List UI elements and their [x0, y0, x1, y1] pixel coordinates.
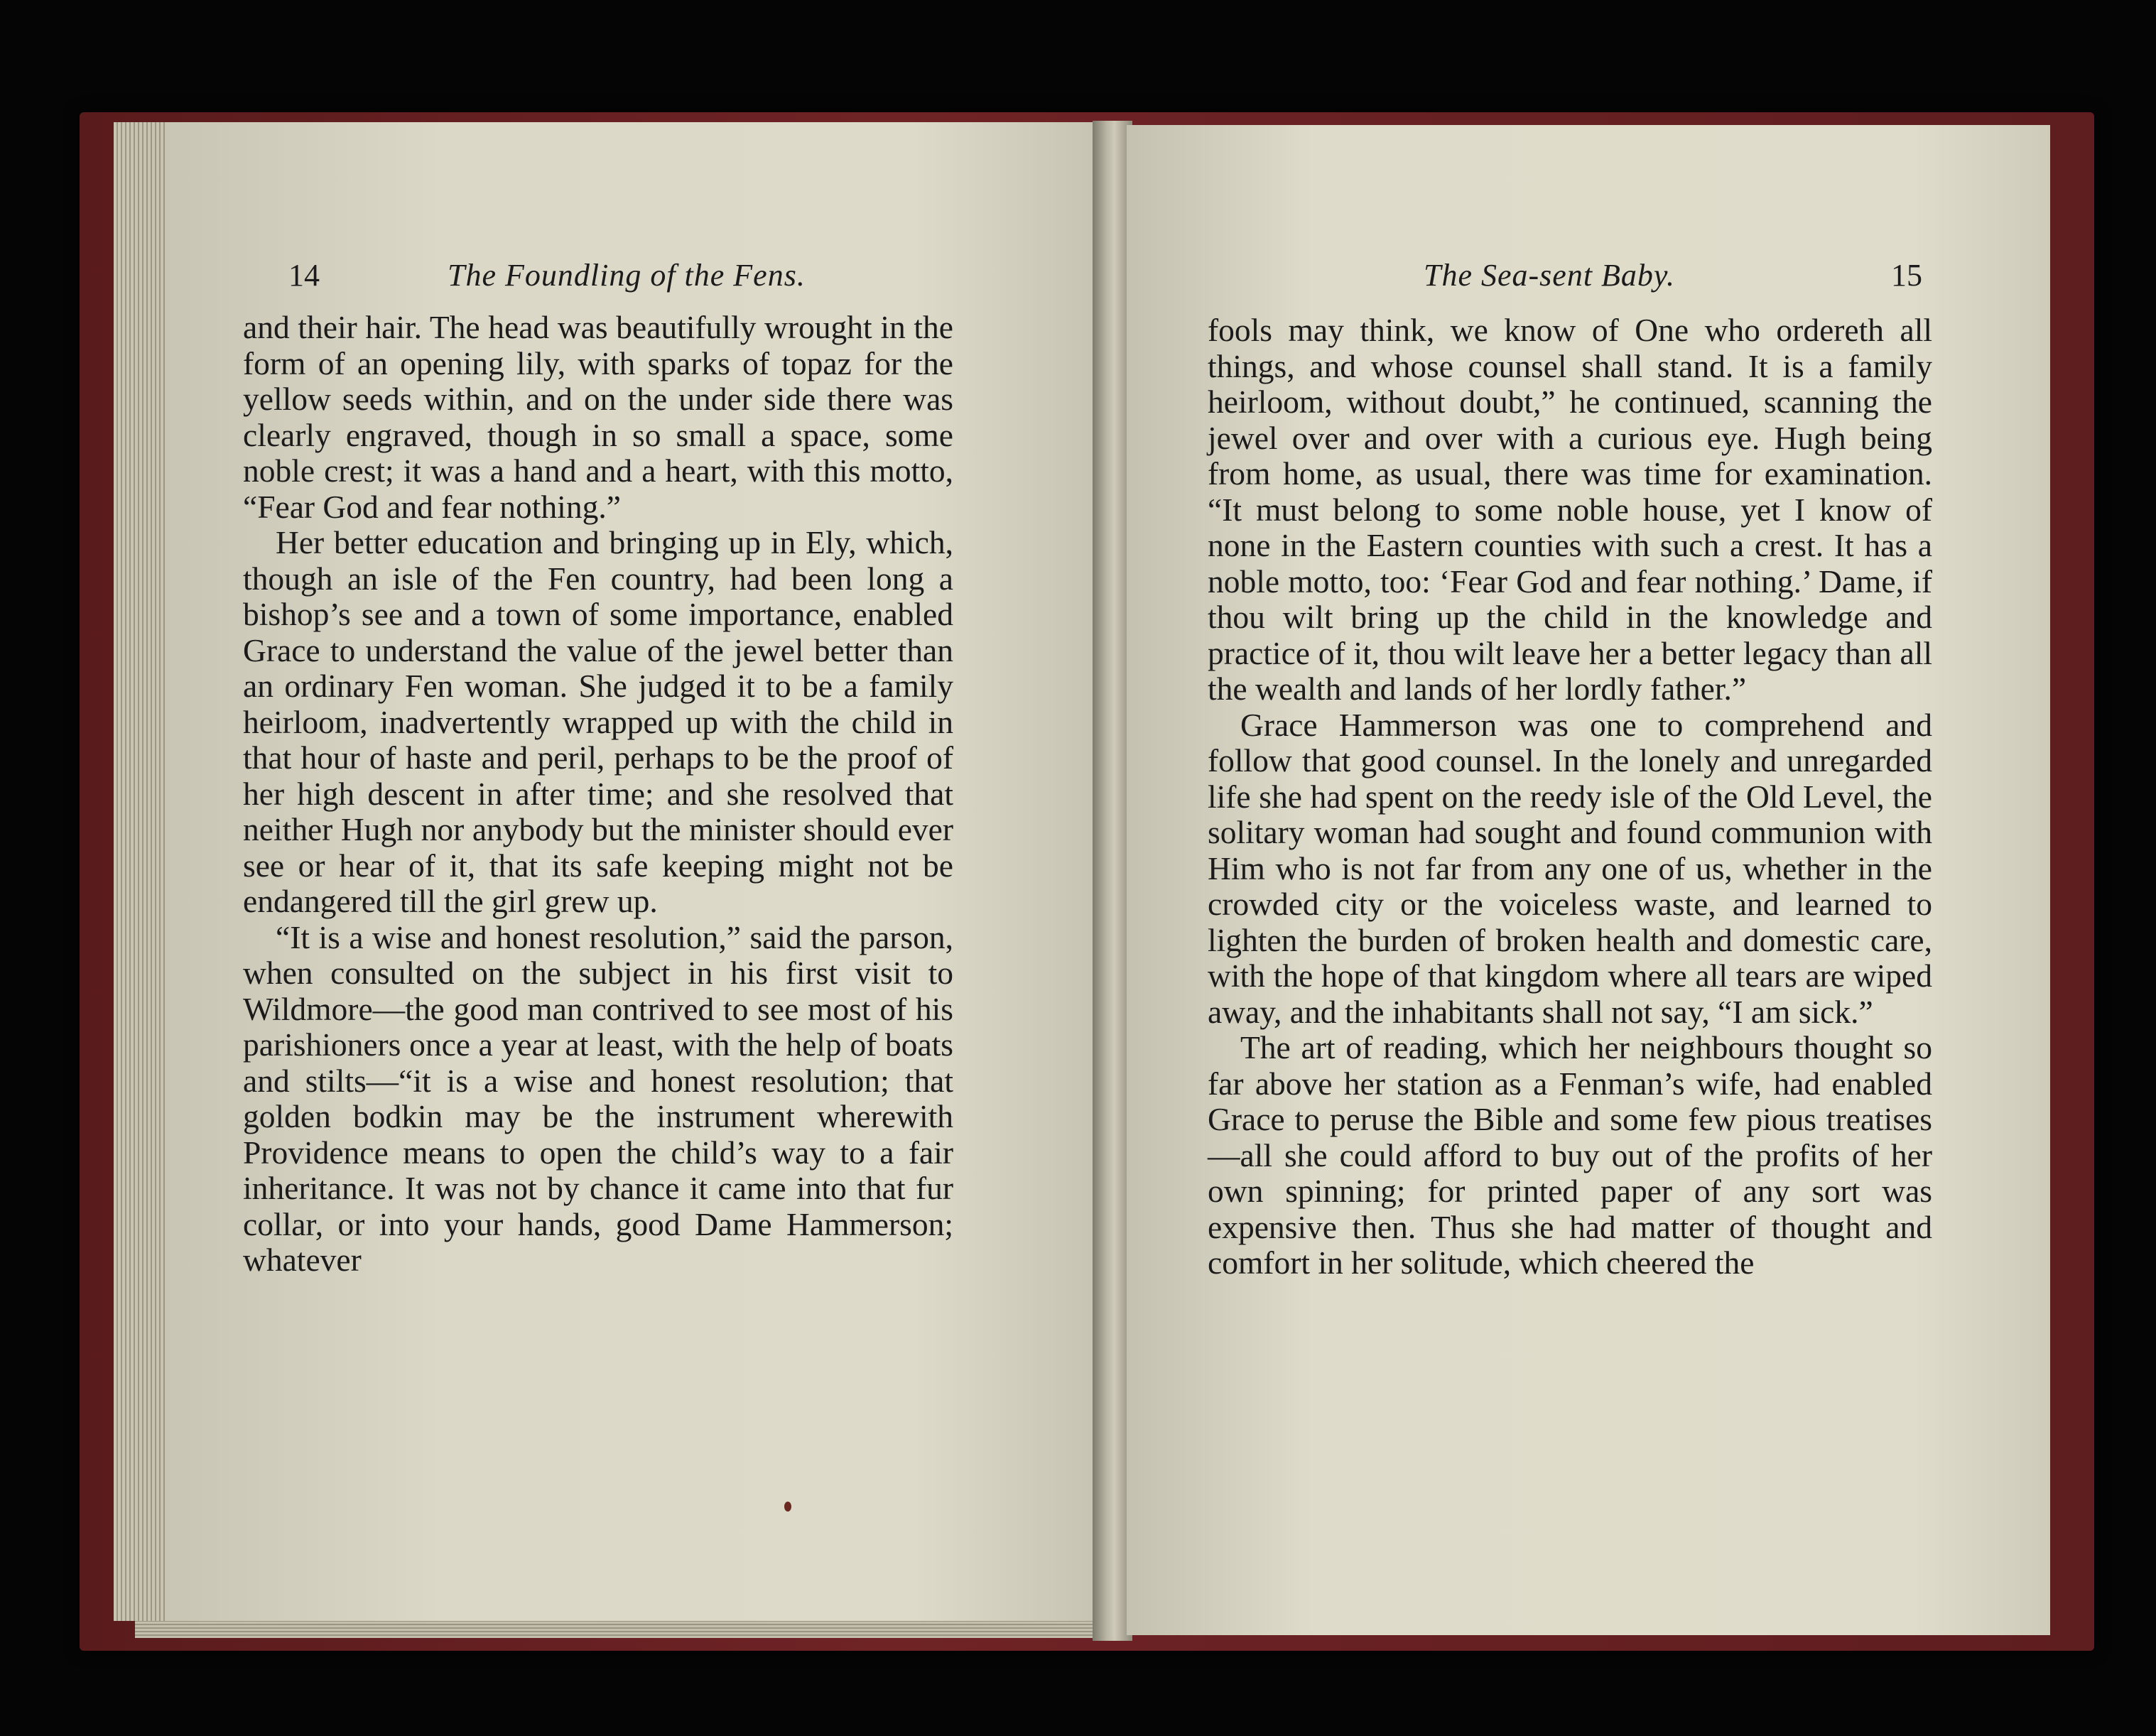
running-head-left: The Foundling of the Fens. [448, 258, 806, 293]
paragraph: fools may think, we know of One who ordereth all things, and whose counsel shall stand. It is a family heirloom, without doubt,” he continued, scanning the jewel over and over with a curious eye. Hugh being from home, as usual, there was time for examination. “It must belong to some noble house, yet I know of none in the Eastern counties with such a crest. It has a noble motto, too: ‘Fear God and fear nothing.’ Dame, if thou wilt bring up the child in the knowledge and practice of it, thou wilt leave her a better legacy than all the wealth and lands of her lordly father.” [1208, 312, 1932, 707]
ink-speck [784, 1502, 791, 1512]
page-bottom-edges [135, 1621, 1101, 1638]
paragraph: The art of reading, which her neighbours thought so far above her station as a Fenman’s wife, had enabled Grace to peruse the Bible and some few pious treatises—all she could afford to buy out of the profits of her own spinning; for printed paper of any sort was expensive then. Thus she had matter of thought and comfort in her solitude, which cheered the [1208, 1029, 1932, 1281]
paragraph: Grace Hammerson was one to comprehend and follow that good counsel. In the lonely and unregarded life she had spent on the reedy isle of the Old Level, the solitary woman had sought and found communion with Him who is not far from any one of us, whether in the crowded city or the voiceless waste, and learned to lighten the burden of broken health and domestic care, with the hope of that kingdom where all tears are wiped away, and the inhabitants shall not say, “I am sick.” [1208, 706, 1932, 1030]
left-page [165, 122, 1101, 1621]
page-number-right: 15 [1891, 258, 1922, 293]
page-edges [114, 122, 166, 1621]
left-page-text [243, 310, 953, 1279]
paragraph: “It is a wise and honest resolution,” said the parson, when consulted on the subject in his first visit to Wildmore—the good man contrived to see most of his parishioners once a year at least, with the help of boats and stilts—“it is a wise and honest resolution; that golden bodkin may be the instrument wherewith Providence means to open the child’s way to a fair inheritance. It was not by chance it came into that fur collar, or into your hands, good Dame Hammerson; whatever [243, 918, 953, 1278]
running-head-right: The Sea-sent Baby. [1424, 258, 1676, 293]
right-page [1127, 125, 2050, 1635]
right-page-text [1208, 313, 1932, 1281]
paragraph: and their hair. The head was beautifully wrought in the form of an opening lily, with sparks of topaz for the yellow seeds within, and on the under side there was clearly engraved, though in so small a space, some noble crest; it was a hand and a heart, with this motto, “Fear God and fear nothing.” [243, 309, 953, 525]
page-number-left: 14 [288, 258, 320, 293]
paragraph: Her better education and bringing up in Ely, which, though an isle of the Fen country, had been long a bishop’s see and a town of some importance, enabled Grace to understand the value of the jewel better than an ordinary Fen woman. She judged it to be a family heirloom, inadvertently wrapped up with the child in that hour of haste and peril, perhaps to be the proof of her high descent in after time; and she resolved that neither Hugh nor anybody but the minister should ever see or hear of it, that its safe keeping might not be endangered till the girl grew up. [243, 524, 953, 919]
